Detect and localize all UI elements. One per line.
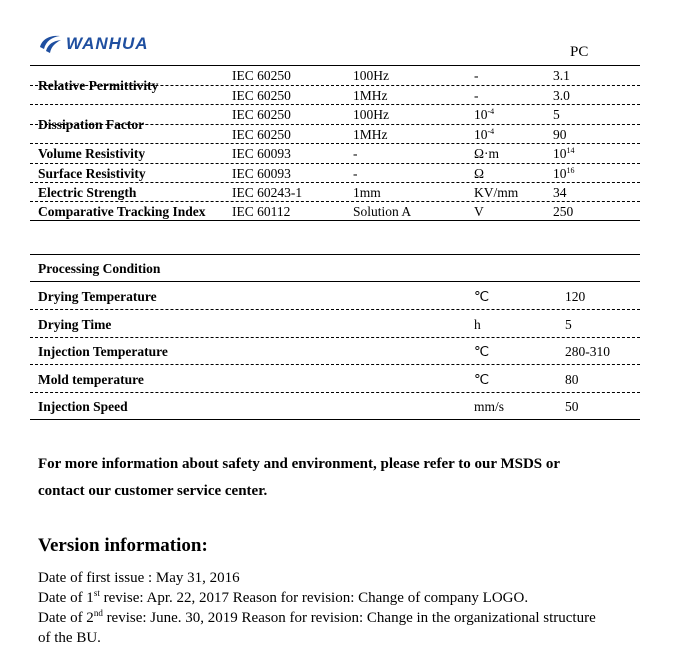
processing-unit: ℃ bbox=[474, 372, 490, 387]
value-cell: $10^{14}$ bbox=[553, 146, 575, 161]
processing-value: 50 bbox=[565, 399, 579, 414]
processing-unit: ℃ bbox=[474, 289, 490, 304]
processing-value: 120 bbox=[565, 289, 586, 304]
unit-cell: $10^{-4}$ bbox=[474, 107, 495, 122]
condition-cell: 1MHz bbox=[353, 127, 388, 142]
revision-1: Date of 1st revise: Apr. 22, 2017 Reason for revision: Change of company LOGO. bbox=[38, 588, 529, 606]
processing-value: 5 bbox=[565, 317, 572, 332]
info-line-2: contact our customer service center. bbox=[38, 483, 268, 499]
processing-header-border bbox=[30, 281, 640, 282]
row-divider bbox=[30, 337, 640, 338]
row-divider bbox=[30, 104, 640, 105]
row-divider bbox=[30, 182, 640, 183]
value-cell: 90 bbox=[553, 127, 567, 142]
value-cell: 34 bbox=[553, 185, 567, 200]
version-heading: Version information: bbox=[38, 535, 208, 556]
processing-property: Mold temperature bbox=[38, 372, 144, 387]
standard-cell: IEC 60250 bbox=[232, 127, 291, 142]
standard-cell: IEC 60112 bbox=[232, 204, 291, 219]
processing-unit: mm/s bbox=[474, 399, 505, 414]
processing-unit: h bbox=[474, 317, 481, 332]
wanhua-logo-icon bbox=[38, 33, 62, 55]
processing-property: Injection Temperature bbox=[38, 344, 168, 359]
processing-top-border bbox=[30, 254, 640, 255]
unit-cell: - bbox=[474, 68, 479, 83]
condition-cell: - bbox=[353, 166, 358, 181]
processing-bottom-border bbox=[30, 419, 640, 420]
property-label: Dissipation Factor bbox=[38, 117, 145, 132]
row-divider bbox=[30, 364, 640, 365]
processing-title: Processing Condition bbox=[38, 261, 161, 276]
material-header: PC bbox=[570, 44, 589, 60]
value-cell: 3.1 bbox=[553, 68, 570, 83]
value-cell: 3.0 bbox=[553, 88, 570, 103]
condition-cell: Solution A bbox=[353, 204, 412, 219]
condition-cell: 100Hz bbox=[353, 68, 389, 83]
row-divider bbox=[30, 201, 640, 202]
unit-cell: KV/mm bbox=[474, 185, 519, 200]
property-label: Relative Permittivity bbox=[38, 78, 159, 93]
standard-cell: IEC 60250 bbox=[232, 88, 291, 103]
table-bottom-border bbox=[30, 220, 640, 221]
value-cell: 5 bbox=[553, 107, 560, 122]
value-cell: 250 bbox=[553, 204, 574, 219]
standard-cell: IEC 60093 bbox=[232, 166, 291, 181]
processing-value: 80 bbox=[565, 372, 579, 387]
standard-cell: IEC 60243-1 bbox=[232, 185, 303, 200]
company-logo bbox=[38, 33, 149, 55]
row-divider bbox=[30, 143, 640, 144]
processing-property: Injection Speed bbox=[38, 399, 128, 414]
processing-unit: ℃ bbox=[474, 344, 490, 359]
standard-cell: IEC 60093 bbox=[232, 146, 291, 161]
property-label: Surface Resistivity bbox=[38, 166, 146, 181]
processing-property: Drying Temperature bbox=[38, 289, 157, 304]
first-issue-date: Date of first issue : May 31, 2016 bbox=[38, 570, 240, 586]
info-line-1: For more information about safety and environment, please refer to our MSDS or bbox=[38, 456, 561, 472]
condition-cell: - bbox=[353, 146, 358, 161]
standard-cell: IEC 60250 bbox=[232, 68, 291, 83]
processing-value: 280-310 bbox=[565, 344, 610, 359]
row-divider bbox=[30, 392, 640, 393]
unit-cell: Ω·m bbox=[474, 146, 500, 161]
value-cell: $10^{16}$ bbox=[553, 166, 575, 181]
unit-cell: V bbox=[474, 204, 484, 219]
row-divider bbox=[30, 163, 640, 164]
condition-cell: 1mm bbox=[353, 185, 381, 200]
processing-property: Drying Time bbox=[38, 317, 112, 332]
revision-2-continued: of the BU. bbox=[38, 630, 101, 646]
property-label: Volume Resistivity bbox=[38, 146, 146, 161]
revision-2: Date of 2nd revise: June. 30, 2019 Reason for revision: Change in the organizational structure bbox=[38, 608, 596, 626]
row-divider bbox=[30, 309, 640, 310]
condition-cell: 100Hz bbox=[353, 107, 389, 122]
property-label: Electric Strength bbox=[38, 185, 137, 200]
condition-cell: 1MHz bbox=[353, 88, 388, 103]
unit-cell: Ω bbox=[474, 166, 485, 181]
property-label: Comparative Tracking Index bbox=[38, 204, 206, 219]
unit-cell: $10^{-4}$ bbox=[474, 127, 495, 142]
logo-text: WANHUA bbox=[66, 34, 149, 53]
standard-cell: IEC 60250 bbox=[232, 107, 291, 122]
unit-cell: - bbox=[474, 88, 479, 103]
table-top-border bbox=[30, 65, 640, 66]
